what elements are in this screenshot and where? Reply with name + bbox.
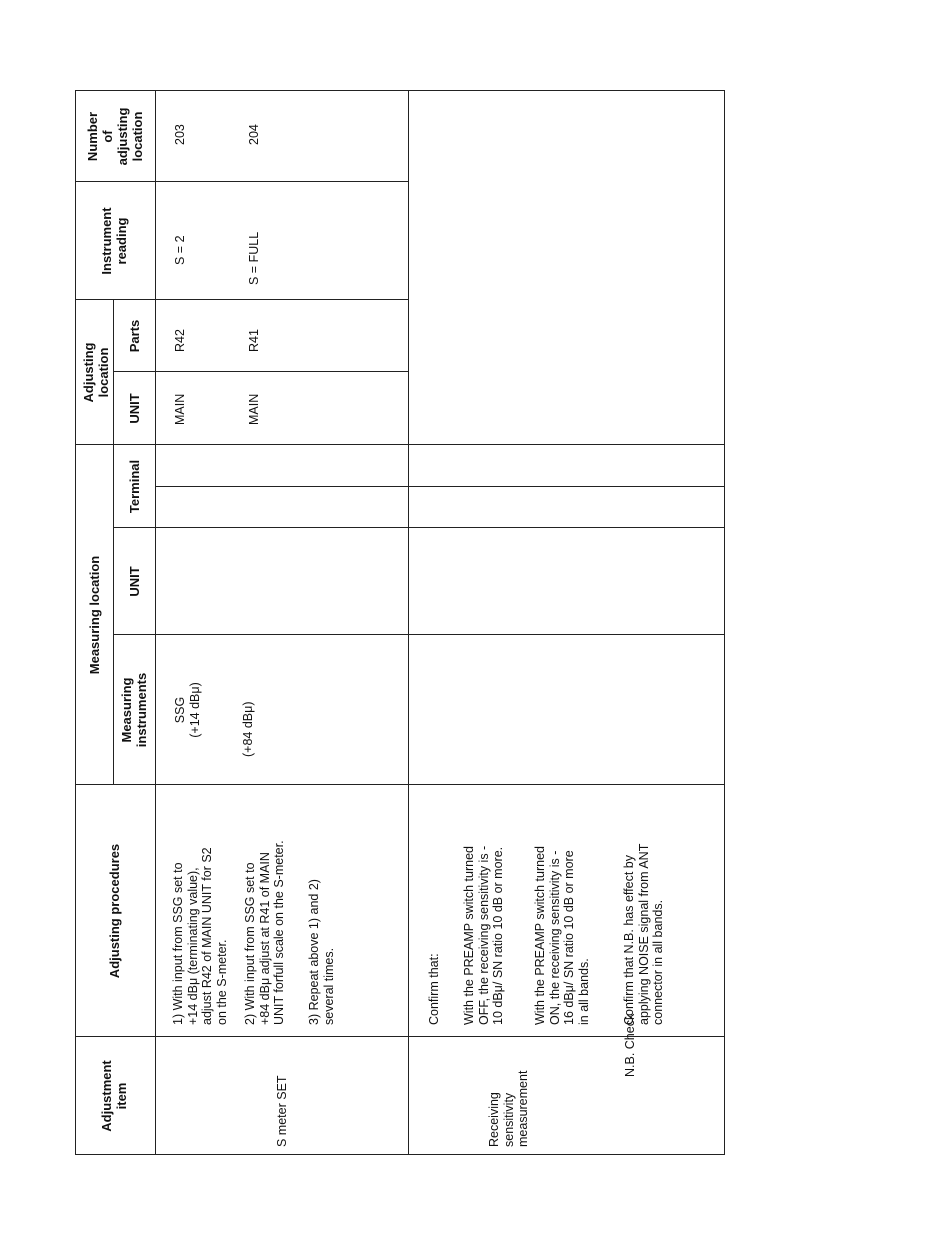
row2-item-receiving: Receiving sensitivity measurement xyxy=(487,1070,530,1147)
row-divider xyxy=(408,90,409,1155)
row1-number-1: 203 xyxy=(173,124,187,145)
col-line-6 xyxy=(113,371,408,372)
row1-reading-1: S = 2 xyxy=(173,235,187,265)
table-border-top xyxy=(75,90,76,1155)
row1-adjustment-item: S meter SET xyxy=(275,1075,289,1147)
row2-procedure-nb: Confirm that N.B. has effect by applying NOISE signal from ANT connector in all bands. xyxy=(622,843,665,1025)
table-border-right xyxy=(75,90,725,91)
row1-reading-2: S = FULL xyxy=(247,231,261,285)
row1-procedure-3: 3) Repeat above 1) and 2) several times. xyxy=(307,879,336,1025)
row2-item-nb-check: N.B. Check xyxy=(623,1013,637,1077)
header-adjusting-procedures: Adjusting procedures xyxy=(107,843,122,979)
row2-procedure-confirm: Confirm that: xyxy=(427,953,441,1025)
adjusting-subheader-line xyxy=(113,300,114,445)
terminal-split xyxy=(155,486,725,487)
header-number-of-adjusting-location: Number of adjusting location xyxy=(85,107,145,166)
row1-unit-2: MAIN xyxy=(247,393,261,425)
col-line-5 xyxy=(75,444,725,445)
row1-number-2: 204 xyxy=(247,124,261,145)
col-line-3 xyxy=(113,634,725,635)
row1-procedure-2: 2) With input from SSG set to +84 dBμ adjust at R41 of MAIN UNIT forfull scale on the S-meter. xyxy=(243,840,286,1025)
table-border-bottom xyxy=(724,90,725,1155)
row1-part-1: R42 xyxy=(173,329,187,352)
row1-procedure-1: 1) With input from SSG set to +14 dBμ (terminating value), adjust R42 of MAIN UNIT for S2 on the S-meter. xyxy=(171,847,229,1025)
row1-instrument-84: (+84 dBμ) xyxy=(241,701,255,757)
row1-unit-1: MAIN xyxy=(173,393,187,425)
header-parts: Parts xyxy=(127,319,142,353)
header-adjustment-item: Adjustment item xyxy=(99,1060,129,1132)
col-line-4 xyxy=(113,527,725,528)
adjustment-table xyxy=(75,90,725,1155)
header-terminal: Terminal xyxy=(127,459,142,514)
header-instrument-reading: Instrument reading xyxy=(99,207,129,275)
col-line-2 xyxy=(75,784,725,785)
row2-procedure-preamp-off: With the PREAMP switch turned OFF, the receiving sensitivity is - 10 dBμ/ SN ratio 10 dB or more. xyxy=(462,845,505,1025)
header-measuring-location: Measuring location xyxy=(87,555,102,675)
row1-part-2: R41 xyxy=(247,329,261,352)
header-measuring-instruments: Measuring instruments xyxy=(119,672,149,748)
row2-procedure-preamp-on: With the PREAMP switch turned ON, the receiving sensitivity is - 16 dBμ/ SN ratio 10 dB or more in all bands. xyxy=(533,845,591,1025)
row1-instrument-ssg: SSG (+14 dBμ) xyxy=(173,682,202,738)
table-border-left xyxy=(75,1154,725,1155)
measuring-subheader-line xyxy=(113,445,114,785)
header-divider xyxy=(155,90,156,1155)
header-adjusting-unit: UNIT xyxy=(127,393,142,424)
header-adjusting-location: Adjusting location xyxy=(81,342,111,403)
header-measuring-unit: UNIT xyxy=(127,566,142,597)
